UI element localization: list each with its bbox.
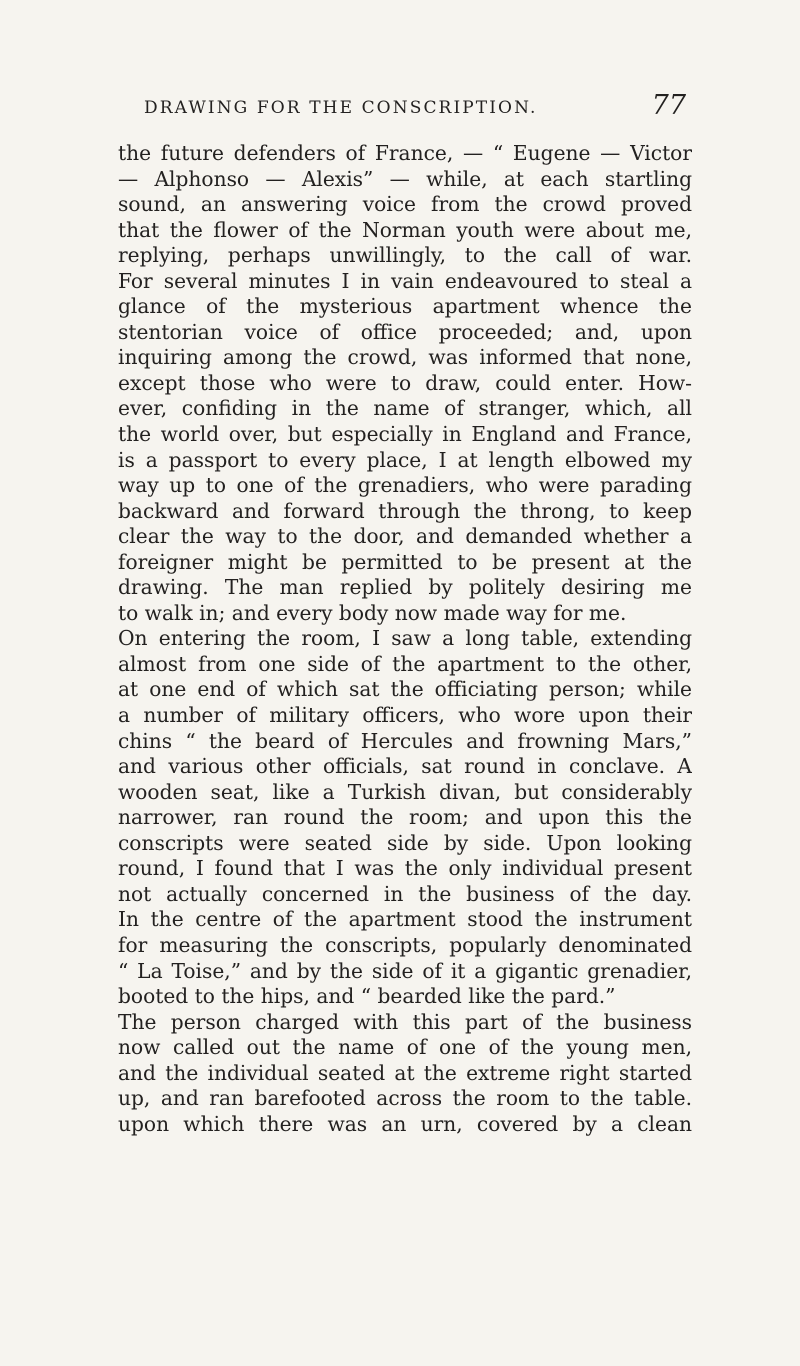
text-line: for measuring the conscripts, popularly denominated xyxy=(118,932,692,957)
text-line: foreigner might be permitted to be present at the xyxy=(118,549,692,574)
text-line: On entering the room, I saw a long table, extending xyxy=(118,626,692,651)
text-line: now called out the name of one of the young men, xyxy=(118,1035,692,1060)
text-line: except those who were to draw, could enter. How- xyxy=(118,370,692,395)
text-line: conscripts were seated side by side. Upon looking xyxy=(118,830,692,855)
text-line: chins “ the beard of Hercules and frowning Mars,” xyxy=(118,728,692,753)
text-line: round, I found that I was the only individual present xyxy=(118,856,692,881)
text-line: at one end of which sat the officiating person; while xyxy=(118,677,692,702)
text-line: wooden seat, like a Turkish divan, but considerably xyxy=(118,779,692,804)
chapter-title: DRAWING FOR THE CONSCRIPTION. xyxy=(144,98,538,118)
text-line: and the individual seated at the extreme right started xyxy=(118,1060,692,1085)
text-line: In the centre of the apartment stood the instrument xyxy=(118,907,692,932)
text-line: The person charged with this part of the business xyxy=(118,1009,692,1034)
text-line: the future defenders of France, — “ Eugene — Victor xyxy=(118,141,692,165)
text-line: For several minutes I in vain endeavoured to steal a xyxy=(118,268,692,293)
text-line: sound, an answering voice from the crowd proved xyxy=(118,192,692,217)
text-line: booted to the hips, and “ bearded like the pard.” xyxy=(118,984,616,1009)
text-line: to walk in; and every body now made way for me. xyxy=(118,600,627,625)
text-line: clear the way to the door, and demanded whether a xyxy=(118,524,692,549)
text-line: backward and forward through the throng, to keep xyxy=(118,498,692,523)
text-line: ever, confiding in the name of stranger, which, all xyxy=(118,396,692,421)
text-line: inquiring among the crowd, was informed that none, xyxy=(118,345,692,370)
page-number: 77 xyxy=(651,90,686,121)
text-line: way up to one of the grenadiers, who were parading xyxy=(118,473,692,498)
text-line: up, and ran barefooted across the room to the table. xyxy=(118,1086,692,1111)
text-line: — Alphonso — Alexis” — while, at each startling xyxy=(118,166,692,191)
text-line: that the flower of the Norman youth were about me, xyxy=(118,217,692,242)
text-line: drawing. The man replied by politely desiring me xyxy=(118,575,692,600)
text-line: is a passport to every place, I at length elbowed my xyxy=(118,447,692,472)
text-line: and various other officials, sat round in conclave. A xyxy=(118,754,692,779)
running-head xyxy=(120,90,686,126)
text-line: stentorian voice of office proceeded; and, upon xyxy=(118,319,692,344)
text-line: not actually concerned in the business of the day. xyxy=(118,881,692,906)
text-line: “ La Toise,” and by the side of it a gigantic grenadier, xyxy=(118,958,692,983)
text-line: narrower, ran round the room; and upon this the xyxy=(118,805,692,830)
text-line: glance of the mysterious apartment whence the xyxy=(118,294,692,319)
text-line: a number of military officers, who wore upon their xyxy=(118,703,692,728)
body-text xyxy=(118,141,692,1137)
text-line: upon which there was an urn, covered by a clean xyxy=(118,1111,692,1136)
text-line: the world over, but especially in England and France, xyxy=(118,422,692,447)
text-line: almost from one side of the apartment to the other, xyxy=(118,651,692,676)
text-line: replying, perhaps unwillingly, to the call of war. xyxy=(118,243,692,268)
